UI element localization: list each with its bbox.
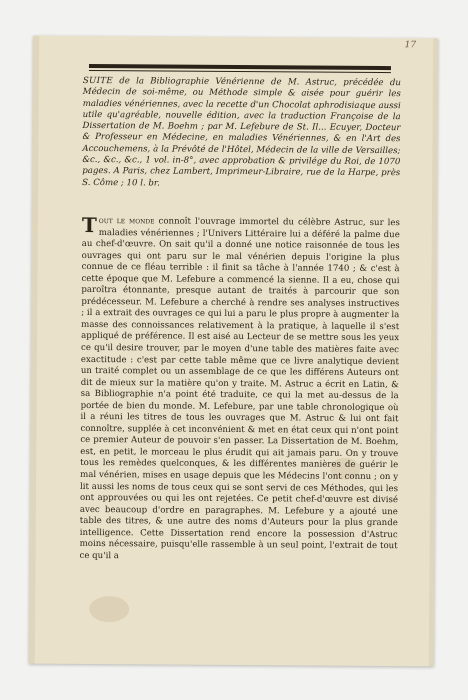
- document-page: [29, 36, 438, 667]
- header-rule-thin: [89, 70, 391, 73]
- review-body: [79, 212, 400, 565]
- foxing-stain: [89, 596, 129, 622]
- notice-heading-text: de la Bibliographie Vénérienne de M. Astruc, précédée du Médecin de soi-même, ou Méthode simple & aisée pour guérir les maladies vénériennes, avec la recette d'un Chocolat aphrodisiaque aussi utile qu'agréable, nouvelle édition, avec la traduction Françoise de la Dissertation de M. Boehm ; par M. Lefebure de St. Il... Ecuyer, Docteur & Professeur en Médecine, en maladies Vénériennes, & en l'Art des Accouchemens, à la Prévôté de l'Hôtel, Médecin de la ville de Versailles; &c., &c., &c., 1 vol. in-8°, avec approbation & privilége du Roi, de 1070 pages. A Paris, chez Lambert, Imprimeur-Libraire, rue de la Harpe, près S. Côme ; 10 l. br.: [82, 76, 401, 189]
- body-first-words: out le monde: [98, 216, 155, 227]
- page-edge-left: [29, 36, 39, 664]
- drop-cap: T: [81, 212, 97, 238]
- page-edge-right: [429, 38, 438, 666]
- body-paragraph: connoît l'ouvrage immortel du célèbre Astruc, sur les maladies vénériennes ; l'Univers Littéraire lui a déféré la palme due au chef-d'œuvre. On sait qu'il a donné une notice raisonnée de tous les ouvrages qui ont paru sur le mal vénérien depuis l'origine la plus connue de ce fléau terrible : il finit sa tâche à l'année 1740 ; & c'est à cette époque que M. Lefebure a commencé la sienne. Il a eu, chose qui paroîtra étonnante, presque autant de traités à parcourir que son prédécesseur. M. Lefebure a cherché à rendre ses analyses instructives ; il a extrait des ouvrages ce qui lui a paru le plus propre à augmenter la masse des connoissances relativement à la pratique, à laquelle il s'est appliqué de préférence. Il est aisé au Lecteur de se mettre sous les yeux ce qu'il desire trouver, par le moyen d'une table des matières faite avec exactitude : c'est par cette table même que ce livre analytique devient un traité complet ou un assemblage de ce que les différens Auteurs ont dit de mieux sur la matière qu'on y traite. M. Astruc a écrit en Latin, & sa Bibliographie n'a point été traduite, ce qui la met au-dessus de la portée de bien du monde. M. Lefebure, par une table chronologique où il a réuni les titres de tous les ouvrages que M. Astruc & lui ont fait connoître, supplée à cet inconvénient & met en état ceux qui n'ont point ce premier Auteur de pouvoir s'en passer. La Dissertation de M. Boehm, est, en petit, le morceau le plus érudit qui ait jamais paru. On y trouve tous les remèdes quelconques, & les différentes manières de guérir le mal vénérien, mises en usage depuis que les Médecins l'ont connu ; on y lit aussi les noms de tous ceux qui se sont servi de ces Méthodes, qui les ont approuvées ou qui les ont rejetées. Ce petit chef-d'œuvre est divisé avec beaucoup d'ordre en paragraphes. M. Lefebure y a ajouté une table des titres, & une autre des noms d'Auteurs pour la plus grande intelligence. Cette Dissertation rend encore la possession d'Astruc moins nécessaire, puisqu'elle rassemble à un seul point, l'extrait de tout ce qu'il a: [79, 216, 400, 562]
- page-number: 17: [404, 40, 417, 51]
- book-notice: [82, 76, 401, 191]
- header-rule-thick: [89, 64, 391, 70]
- notice-heading-lead: SUITE: [82, 75, 113, 87]
